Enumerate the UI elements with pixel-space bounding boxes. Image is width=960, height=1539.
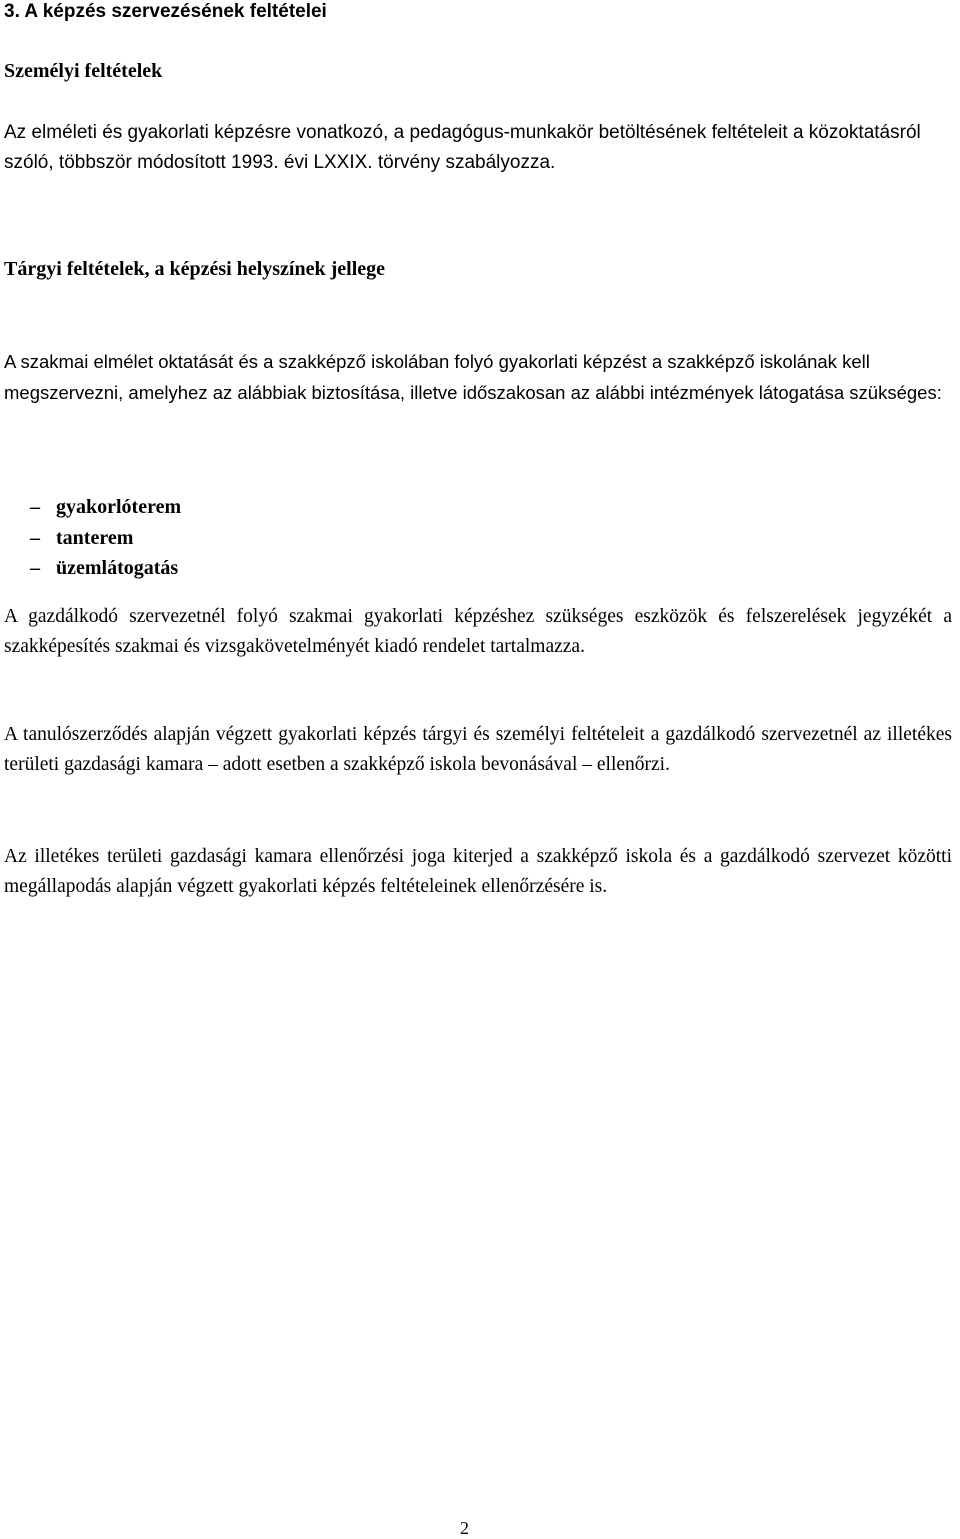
- material-heading: Tárgyi feltételek, a képzési helyszínek jellege: [4, 258, 386, 280]
- list-item-label: gyakorlóterem: [56, 496, 182, 518]
- control-paragraph: Az illetékes területi gazdasági kamara ellenőrzési joga kiterjed a szakképző iskola és a gazdálkodó szervezet közötti megállapodás alapján végzett gyakorlati képzés feltételeinek ellenőrzésére is.: [4, 846, 952, 897]
- list-item: [30, 523, 181, 554]
- contract-paragraph: A tanulószerződés alapján végzett gyakorlati képzés tárgyi és személyi feltételeit a gazdálkodó szervezetnél az illetékes területi gazdasági kamara – adott esetben a szakképző iskola bevonásával – ellenőrzi.: [4, 724, 952, 775]
- page-number: 2: [460, 1518, 469, 1538]
- list-item: [30, 492, 181, 523]
- section-title: 3. A képzés szervezésének feltételei: [4, 1, 327, 22]
- equipment-paragraph: A gazdálkodó szervezetnél folyó szakmai gyakorlati képzéshez szükséges eszközök és felszerelések jegyzékét a szakképesítés szakmai és vizsgakövetelményét kiadó rendelet tartalmazza.: [4, 606, 952, 657]
- material-intro-paragraph: A szakmai elmélet oktatását és a szakképző iskolában folyó gyakorlati képzést a szakképző iskolának kell megszervezni, amelyhez az alábbiak biztosítása, illetve időszakosan az alábbi intézmények látogatása szükséges:: [4, 351, 942, 403]
- dash-bullet-icon: –: [30, 526, 40, 549]
- list-item-label: üzemlátogatás: [56, 557, 179, 579]
- list-item-label: tanterem: [56, 526, 134, 549]
- list-item: [30, 553, 181, 584]
- dash-bullet-icon: –: [30, 496, 40, 518]
- dash-bullet-icon: –: [30, 557, 40, 579]
- facility-list: [30, 492, 181, 584]
- personal-heading: Személyi feltételek: [4, 60, 163, 82]
- personal-paragraph: Az elméleti és gyakorlati képzésre vonatkozó, a pedagógus-munkakör betöltésének feltételeit a közoktatásról szóló, többször módosított 1993. évi LXXIX. törvény szabályozza.: [4, 122, 921, 173]
